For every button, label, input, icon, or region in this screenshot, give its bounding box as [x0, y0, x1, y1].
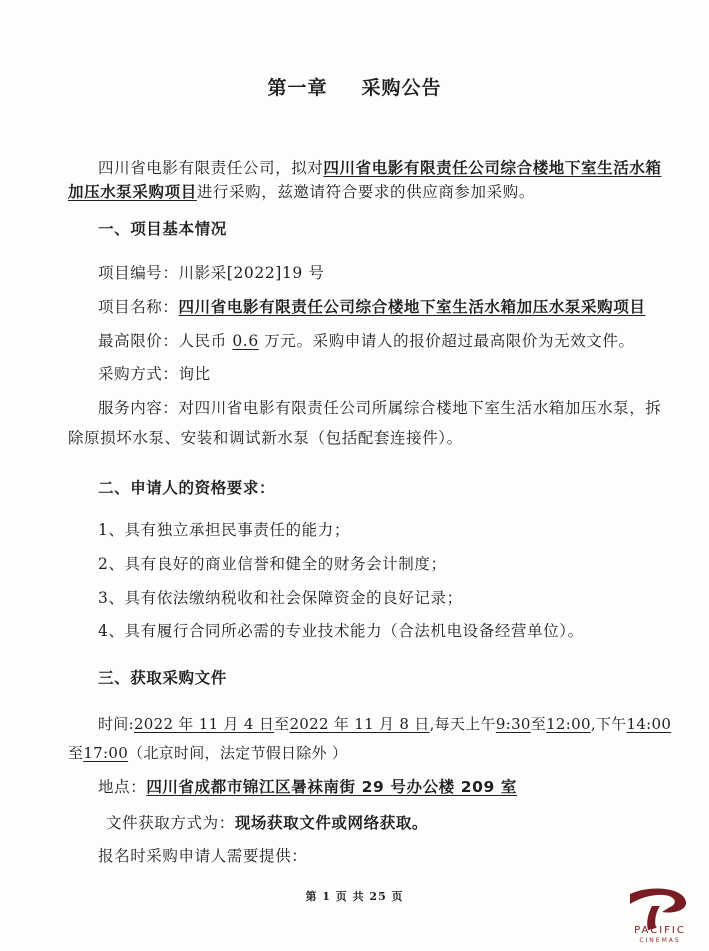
intro-project-b: 加压水泵采购项目 — [68, 183, 197, 201]
time-to: 至 — [274, 715, 290, 733]
pm-label: ,下午 — [590, 715, 627, 733]
am-to: 至 — [530, 715, 547, 733]
requirement-2: 2、具有良好的商业信誉和健全的财务会计制度； — [98, 555, 447, 573]
time-label: 时间: — [98, 715, 134, 733]
project-number: 项目编号：川影采[2022]19 号 — [98, 264, 325, 282]
time-line-2 — [68, 742, 347, 764]
requirement-1: 1、具有独立承担民事责任的能力； — [98, 521, 350, 539]
intro-text-d: 进行采购，兹邀请符合要求的供应商参加采购。 — [196, 183, 535, 201]
provide-line: 报名时采购申请人需要提供： — [98, 847, 308, 865]
max-price-value: 0.6 — [232, 332, 259, 350]
requirement-3: 3、具有依法缴纳税收和社会保障资金的良好记录； — [98, 589, 463, 607]
requirement-4: 4、具有履行合同所必需的专业技术能力（合法机电设备经营单位）。 — [98, 622, 584, 640]
section-heading-3: 三、获取采购文件 — [98, 669, 227, 687]
pm-end: 17:00 — [83, 744, 129, 762]
intro-text-a: 四川省电影有限责任公司，拟对 — [98, 159, 324, 177]
method-value: 现场获取文件或网络获取。 — [234, 814, 429, 832]
intro-line-1 — [98, 157, 662, 179]
am-end: 12:00 — [546, 715, 591, 733]
service-content-line-2: 除原损坏水泵、安装和调试新水泵（包括配套连接件）。 — [68, 429, 463, 447]
time-end: 2022 年 11 月 8 日 — [289, 715, 430, 733]
max-price-note: 万元。采购申请人的报价超过最高限价为无效文件。 — [258, 332, 635, 350]
am-start: 9:30 — [495, 715, 531, 733]
section-heading-2: 二、申请人的资格要求： — [98, 479, 276, 497]
intro-project-a: 四川省电影有限责任公司综合楼地下室生活水箱 — [323, 159, 662, 177]
time-start: 2022 年 11 月 4 日 — [133, 715, 275, 733]
section-heading-1: 一、项目基本情况 — [98, 220, 227, 238]
pm-start: 14:00 — [626, 715, 672, 733]
chapter-title — [0, 73, 709, 100]
procurement-method: 采购方式：询比 — [98, 365, 211, 383]
time-note: （北京时间，法定节假日除外 ） — [128, 744, 348, 762]
project-name: 四川省电影有限责任公司综合楼地下室生活水箱加压水泵采购项目 — [178, 298, 646, 316]
page-footer: 第 1 页 共 25 页 — [305, 890, 404, 903]
service-content-line-1: 服务内容：对四川省电影有限责任公司所属综合楼地下室生活水箱加压水泵，拆 — [98, 399, 662, 417]
time-line-1 — [98, 713, 671, 735]
place-line — [98, 776, 517, 798]
place-value: 四川省成都市锦江区暑袜南街 29 号办公楼 209 室 — [146, 778, 518, 796]
method-label: 文件获取方式为： — [106, 814, 235, 832]
place-label: 地点： — [98, 778, 147, 796]
max-price-line — [98, 330, 635, 352]
method-line — [106, 812, 428, 834]
chapter-number: 第一章 — [267, 77, 328, 99]
project-name-label: 项目名称： — [98, 298, 179, 316]
logo-sub: CINEMAS — [639, 937, 681, 944]
time-daily: ,每天上午 — [429, 715, 496, 733]
project-name-line — [98, 296, 645, 318]
logo-name: PACIFIC — [634, 925, 686, 936]
max-price-label: 最高限价：人民币 — [98, 332, 233, 350]
chapter-heading: 采购公告 — [361, 77, 442, 99]
time2-to: 至 — [68, 744, 84, 762]
intro-line-2 — [68, 181, 535, 203]
